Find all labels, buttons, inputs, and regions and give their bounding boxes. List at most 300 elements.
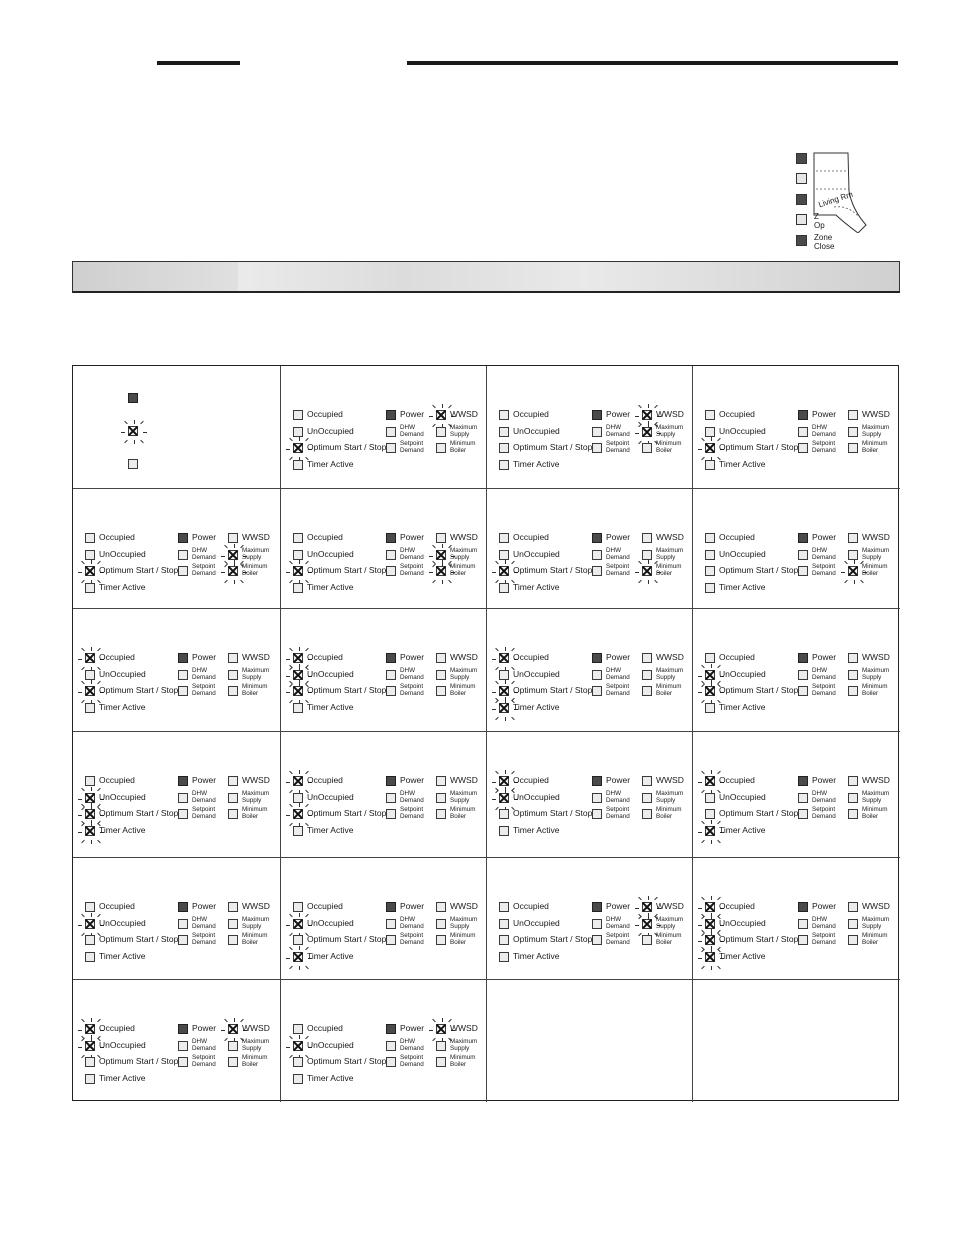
empty-indicator-icon (499, 809, 509, 819)
indicator-label-power: Power (192, 532, 217, 542)
flashing-indicator-icon (293, 952, 303, 962)
flash-ray-icon (638, 561, 642, 565)
indicator-label-minimum-boiler-line-1: Minimum (862, 563, 888, 570)
grid-cell (693, 732, 900, 858)
indicator-label-optimum-start-stop: Optimum Start / Stop (307, 1056, 387, 1066)
flashing-indicator-icon (85, 809, 95, 819)
indicator-label-dhw-demand-line-2: Demand (812, 430, 836, 438)
flash-ray-icon (442, 560, 443, 564)
empty-indicator-icon (848, 653, 858, 663)
zone-partial-line-1: Z (814, 212, 819, 221)
indicator-label-minimum-boiler-line-2: Boiler (656, 569, 673, 577)
flash-ray-icon (289, 648, 293, 652)
indicator-label-setpoint-demand-line-2: Demand (812, 812, 836, 820)
indicator-label-minimum-boiler-line-2: Boiler (656, 446, 673, 454)
empty-indicator-icon (798, 793, 808, 803)
indicator-label-dhw-demand-line-2: Demand (400, 673, 424, 681)
indicator-label-maximum-supply-line-1: Maximum (450, 790, 478, 797)
empty-indicator-icon (436, 653, 446, 663)
flash-ray-icon (844, 561, 848, 565)
indicator-panel (499, 522, 695, 602)
indicator-label-unoccupied: UnOccupied (513, 549, 560, 559)
flash-ray-icon (305, 1036, 309, 1040)
flash-ray-icon (224, 545, 228, 549)
indicator-label-maximum-supply-line-2: Supply (450, 796, 470, 804)
indicator-label-wwsd: WWSD (862, 409, 890, 419)
grid-cell (487, 489, 693, 609)
flash-ray-icon (97, 681, 101, 685)
flash-ray-icon (299, 946, 300, 950)
zone-partial-line-2: Op (814, 221, 825, 230)
grid-cell (487, 609, 693, 732)
indicator-label-wwsd: WWSD (656, 775, 684, 785)
indicator-label-setpoint-demand-line-2: Demand (192, 938, 216, 946)
empty-indicator-icon (848, 809, 858, 819)
indicator-label-unoccupied: UnOccupied (307, 426, 354, 436)
flash-ray-icon (701, 840, 705, 844)
indicator-label-setpoint-demand-line-1: Setpoint (400, 932, 424, 939)
indicator-label-unoccupied: UnOccupied (307, 792, 354, 802)
flashing-indicator-icon (85, 686, 95, 696)
indicator-label-timer-active: Timer Active (513, 951, 560, 961)
empty-indicator-icon (848, 550, 858, 560)
indicator-label-dhw-demand-line-2: Demand (400, 553, 424, 561)
empty-indicator-icon (85, 776, 95, 786)
flash-ray-icon (698, 692, 702, 693)
empty-indicator-icon (705, 793, 715, 803)
indicator-label-timer-active: Timer Active (719, 702, 766, 712)
empty-indicator-icon (293, 533, 303, 543)
empty-indicator-icon (293, 583, 303, 593)
indicator-label-power: Power (812, 901, 837, 911)
empty-indicator-icon (642, 686, 652, 696)
indicator-label-dhw-demand-line-1: DHW (812, 790, 828, 797)
flash-ray-icon (448, 1019, 452, 1023)
solid-indicator-icon (178, 776, 188, 786)
indicator-label-occupied: Occupied (719, 775, 755, 785)
indicator-label-minimum-boiler-line-2: Boiler (242, 689, 259, 697)
indicator-label-wwsd: WWSD (656, 532, 684, 542)
flash-ray-icon (429, 556, 433, 557)
indicator-label-wwsd: WWSD (242, 532, 270, 542)
flash-ray-icon (299, 664, 300, 668)
indicator-label-minimum-boiler-line-1: Minimum (450, 563, 476, 570)
grid-cell (487, 366, 693, 489)
flashing-indicator-icon (293, 809, 303, 819)
flashing-indicator-icon (499, 566, 509, 576)
empty-indicator-icon (705, 583, 715, 593)
flash-ray-icon (711, 929, 712, 933)
indicator-label-timer-active: Timer Active (719, 825, 766, 835)
indicator-label-setpoint-demand-line-2: Demand (606, 812, 630, 820)
flash-ray-icon (289, 681, 293, 685)
indicator-label-optimum-start-stop: Optimum Start / Stop (99, 1056, 179, 1066)
indicator-label-occupied: Occupied (307, 532, 343, 542)
indicator-label-optimum-start-stop: Optimum Start / Stop (307, 565, 387, 575)
indicator-label-dhw-demand-line-2: Demand (812, 796, 836, 804)
grid-cell (693, 980, 900, 1102)
indicator-label-power: Power (606, 532, 631, 542)
empty-indicator-icon (293, 550, 303, 560)
indicator-label-minimum-boiler-line-2: Boiler (450, 689, 467, 697)
flash-ray-icon (286, 692, 290, 693)
empty-indicator-icon (228, 533, 238, 543)
indicator-label-optimum-start-stop: Optimum Start / Stop (513, 685, 593, 695)
empty-indicator-icon (592, 935, 602, 945)
flash-ray-icon (224, 1019, 228, 1023)
indicator-label-power: Power (400, 1023, 425, 1033)
empty-indicator-icon (85, 670, 95, 680)
indicator-label-dhw-demand-line-1: DHW (400, 916, 416, 923)
flash-ray-icon (492, 799, 496, 800)
indicator-label-setpoint-demand-line-1: Setpoint (606, 806, 630, 813)
indicator-label-occupied: Occupied (99, 652, 135, 662)
indicator-label-occupied: Occupied (513, 532, 549, 542)
flash-ray-icon (717, 681, 721, 685)
indicator-label-timer-active: Timer Active (307, 702, 354, 712)
indicator-label-unoccupied: UnOccupied (513, 918, 560, 928)
grid-cell (281, 980, 487, 1102)
indicator-label-dhw-demand-line-1: DHW (400, 667, 416, 674)
empty-indicator-icon (642, 443, 652, 453)
indicator-label-maximum-supply-line-2: Supply (450, 1044, 470, 1052)
flash-ray-icon (97, 1019, 101, 1023)
indicator-label-power: Power (606, 409, 631, 419)
indicator-label-minimum-boiler-line-1: Minimum (450, 683, 476, 690)
flash-ray-icon (854, 560, 855, 564)
indicator-label-wwsd: WWSD (450, 532, 478, 542)
indicator-label-power: Power (400, 409, 425, 419)
indicator-label-unoccupied: UnOccupied (99, 1040, 146, 1050)
header-rule-left (157, 61, 240, 65)
flash-ray-icon (648, 896, 649, 900)
indicator-label-dhw-demand-line-1: DHW (192, 547, 208, 554)
empty-indicator-icon (436, 919, 446, 929)
indicator-label-setpoint-demand-line-2: Demand (606, 569, 630, 577)
empty-indicator-icon (436, 809, 446, 819)
indicator-label-minimum-boiler-line-2: Boiler (242, 938, 259, 946)
flash-ray-icon (495, 681, 499, 685)
indicator-label-setpoint-demand-line-2: Demand (400, 812, 424, 820)
indicator-panel (499, 642, 695, 722)
flashing-indicator-icon (705, 919, 715, 929)
indicator-label-unoccupied: UnOccupied (307, 918, 354, 928)
indicator-label-power: Power (192, 901, 217, 911)
flashing-indicator-icon (436, 566, 446, 576)
empty-indicator-icon (386, 793, 396, 803)
flash-ray-icon (717, 438, 721, 442)
flashing-indicator-icon (228, 550, 238, 560)
indicator-label-minimum-boiler-line-1: Minimum (862, 440, 888, 447)
indicator-label-optimum-start-stop: Optimum Start / Stop (307, 685, 387, 695)
flashing-indicator-icon (705, 443, 715, 453)
flash-ray-icon (286, 815, 290, 816)
indicator-label-timer-active: Timer Active (307, 1073, 354, 1083)
indicator-label-occupied: Occupied (719, 901, 755, 911)
indicator-label-unoccupied: UnOccupied (99, 792, 146, 802)
indicator-label-maximum-supply-line-2: Supply (862, 553, 882, 561)
empty-indicator-icon (642, 550, 652, 560)
flash-ray-icon (286, 572, 290, 573)
indicator-label-dhw-demand-line-1: DHW (192, 667, 208, 674)
indicator-label-dhw-demand-line-2: Demand (400, 796, 424, 804)
flash-ray-icon (221, 572, 225, 573)
empty-indicator-icon (386, 443, 396, 453)
flash-ray-icon (844, 580, 848, 584)
empty-indicator-icon (386, 686, 396, 696)
flash-ray-icon (511, 648, 515, 652)
flash-ray-icon (698, 782, 702, 783)
empty-indicator-icon (178, 1041, 188, 1051)
flash-ray-icon (221, 556, 225, 557)
empty-indicator-icon (85, 1074, 95, 1084)
flash-ray-icon (305, 561, 309, 565)
indicator-label-power: Power (606, 775, 631, 785)
indicator-label-occupied: Occupied (307, 409, 343, 419)
indicator-label-occupied: Occupied (99, 775, 135, 785)
flash-ray-icon (701, 821, 705, 825)
empty-indicator-icon (798, 935, 808, 945)
flash-ray-icon (221, 1030, 225, 1031)
indicator-label-unoccupied: UnOccupied (719, 918, 766, 928)
empty-indicator-icon (705, 427, 715, 437)
indicator-label-maximum-supply-line-1: Maximum (450, 667, 478, 674)
empty-indicator-icon (228, 935, 238, 945)
indicator-label-dhw-demand-line-2: Demand (192, 796, 216, 804)
empty-indicator-icon (798, 443, 808, 453)
solid-indicator-icon (592, 776, 602, 786)
indicator-label-minimum-boiler-line-2: Boiler (450, 812, 467, 820)
indicator-label-power: Power (192, 775, 217, 785)
indicator-label-dhw-demand-line-2: Demand (812, 553, 836, 561)
indicator-label-setpoint-demand-line-1: Setpoint (192, 563, 216, 570)
flash-ray-icon (635, 433, 639, 434)
flash-ray-icon (78, 832, 82, 833)
indicator-label-optimum-start-stop: Optimum Start / Stop (307, 442, 387, 452)
empty-indicator-icon (85, 935, 95, 945)
indicator-label-dhw-demand-line-2: Demand (606, 673, 630, 681)
empty-indicator-icon (228, 809, 238, 819)
flash-ray-icon (78, 659, 82, 660)
flashing-indicator-icon (642, 410, 652, 420)
indicator-label-power: Power (606, 652, 631, 662)
indicator-label-dhw-demand-line-2: Demand (400, 922, 424, 930)
flash-ray-icon (78, 572, 82, 573)
flash-ray-icon (442, 1018, 443, 1022)
indicator-label-timer-active: Timer Active (719, 459, 766, 469)
flash-ray-icon (511, 561, 515, 565)
flash-ray-icon (97, 840, 101, 844)
empty-indicator-icon (798, 919, 808, 929)
flashing-indicator-icon (85, 653, 95, 663)
flashing-indicator-icon (293, 443, 303, 453)
grid-cell (73, 489, 281, 609)
flashing-indicator-icon (499, 703, 509, 713)
solid-indicator-icon (386, 653, 396, 663)
indicator-panel (499, 399, 695, 479)
flash-ray-icon (505, 697, 506, 701)
indicator-label-setpoint-demand-line-1: Setpoint (400, 806, 424, 813)
flashing-indicator-icon (705, 952, 715, 962)
indicator-label-maximum-supply-line-2: Supply (450, 553, 470, 561)
flash-ray-icon (91, 680, 92, 684)
indicator-label-minimum-boiler-line-2: Boiler (242, 812, 259, 820)
indicator-label-unoccupied: UnOccupied (99, 669, 146, 679)
indicator-label-maximum-supply-line-2: Supply (862, 922, 882, 930)
flash-ray-icon (124, 421, 128, 425)
flash-ray-icon (717, 930, 721, 934)
solid-indicator-icon (178, 1024, 188, 1034)
indicator-panel (499, 891, 695, 971)
flash-ray-icon (432, 405, 436, 409)
flash-ray-icon (289, 1036, 293, 1040)
flash-ray-icon (635, 572, 639, 573)
indicator-label-minimum-boiler-line-2: Boiler (450, 938, 467, 946)
grid-cell (281, 732, 487, 858)
empty-indicator-icon (848, 670, 858, 680)
flash-ray-icon (299, 770, 300, 774)
indicator-panel (85, 1013, 281, 1093)
indicator-label-optimum-start-stop: Optimum Start / Stop (719, 565, 799, 575)
flash-ray-icon (97, 788, 101, 792)
flash-ray-icon (638, 405, 642, 409)
zone-indicator-on-icon (796, 194, 807, 205)
flash-ray-icon (711, 680, 712, 684)
indicator-label-maximum-supply-line-2: Supply (656, 796, 676, 804)
grid-cell (693, 609, 900, 732)
empty-indicator-icon (293, 703, 303, 713)
flashing-indicator-icon (85, 566, 95, 576)
flashing-indicator-icon (85, 793, 95, 803)
flashing-square-icon (128, 426, 138, 436)
empty-indicator-icon (705, 703, 715, 713)
empty-indicator-icon (705, 566, 715, 576)
flash-ray-icon (305, 914, 309, 918)
flash-ray-icon (286, 659, 290, 660)
indicator-label-occupied: Occupied (719, 409, 755, 419)
empty-indicator-icon (85, 902, 95, 912)
indicator-label-dhw-demand-line-1: DHW (192, 790, 208, 797)
indicator-label-maximum-supply-line-1: Maximum (862, 424, 890, 431)
empty-indicator-icon (436, 1057, 446, 1067)
indicator-label-setpoint-demand-line-2: Demand (812, 446, 836, 454)
flash-ray-icon (97, 648, 101, 652)
indicator-label-setpoint-demand-line-1: Setpoint (400, 440, 424, 447)
indicator-grid (72, 365, 899, 1101)
indicator-label-maximum-supply-line-2: Supply (242, 922, 262, 930)
flash-ray-icon (711, 437, 712, 441)
indicator-label-wwsd: WWSD (862, 901, 890, 911)
indicator-label-dhw-demand-line-2: Demand (606, 553, 630, 561)
flash-ray-icon (505, 647, 506, 651)
indicator-label-maximum-supply-line-1: Maximum (242, 547, 270, 554)
indicator-label-optimum-start-stop: Optimum Start / Stop (307, 808, 387, 818)
indicator-label-unoccupied: UnOccupied (99, 549, 146, 559)
empty-indicator-icon (642, 809, 652, 819)
flash-ray-icon (81, 788, 85, 792)
indicator-label-dhw-demand-line-1: DHW (812, 916, 828, 923)
empty-indicator-icon (848, 410, 858, 420)
indicator-label-minimum-boiler-line-1: Minimum (242, 932, 268, 939)
flashing-indicator-icon (293, 653, 303, 663)
flash-ray-icon (442, 544, 443, 548)
indicator-label-power: Power (606, 901, 631, 911)
indicator-label-maximum-supply-line-1: Maximum (862, 790, 890, 797)
indicator-label-setpoint-demand-line-2: Demand (400, 938, 424, 946)
indicator-panel (705, 522, 901, 602)
flashing-indicator-icon (85, 919, 95, 929)
flash-ray-icon (234, 560, 235, 564)
flash-ray-icon (91, 803, 92, 807)
flash-ray-icon (701, 438, 705, 442)
indicator-label-timer-active: Timer Active (99, 951, 146, 961)
indicator-label-maximum-supply-line-2: Supply (656, 922, 676, 930)
grid-cell (281, 366, 487, 489)
flashing-indicator-icon (705, 902, 715, 912)
grid-cell (487, 980, 693, 1102)
indicator-label-setpoint-demand-line-1: Setpoint (192, 683, 216, 690)
indicator-label-dhw-demand-line-2: Demand (192, 1044, 216, 1052)
indicator-label-optimum-start-stop: Optimum Start / Stop (307, 934, 387, 944)
indicator-label-dhw-demand-line-1: DHW (400, 1038, 416, 1045)
indicator-label-timer-active: Timer Active (719, 951, 766, 961)
empty-indicator-icon (499, 550, 509, 560)
indicator-label-unoccupied: UnOccupied (513, 792, 560, 802)
indicator-label-minimum-boiler-line-2: Boiler (450, 446, 467, 454)
flash-ray-icon (289, 804, 293, 808)
flash-ray-icon (711, 966, 712, 970)
empty-indicator-icon (499, 826, 509, 836)
indicator-label-maximum-supply-line-1: Maximum (450, 916, 478, 923)
indicator-label-wwsd: WWSD (450, 652, 478, 662)
flash-ray-icon (505, 717, 506, 721)
empty-indicator-icon (848, 443, 858, 453)
indicator-label-minimum-boiler-line-2: Boiler (862, 569, 879, 577)
indicator-label-setpoint-demand-line-1: Setpoint (812, 563, 836, 570)
indicator-panel (293, 891, 489, 971)
empty-indicator-icon (499, 460, 509, 470)
indicator-label-wwsd: WWSD (242, 901, 270, 911)
flash-ray-icon (854, 580, 855, 584)
flashing-indicator-icon (705, 776, 715, 786)
indicator-label-setpoint-demand-line-2: Demand (400, 569, 424, 577)
flash-ray-icon (448, 405, 452, 409)
indicator-label-minimum-boiler-line-2: Boiler (862, 446, 879, 454)
flash-ray-icon (648, 580, 649, 584)
grid-cell (281, 858, 487, 980)
indicator-label-maximum-supply-line-2: Supply (656, 430, 676, 438)
indicator-label-optimum-start-stop: Optimum Start / Stop (99, 565, 179, 575)
indicator-label-setpoint-demand-line-2: Demand (812, 689, 836, 697)
flash-ray-icon (81, 1019, 85, 1023)
indicator-panel (499, 765, 695, 845)
empty-indicator-icon (499, 410, 509, 420)
indicator-label-unoccupied: UnOccupied (307, 1040, 354, 1050)
flash-ray-icon (711, 820, 712, 824)
indicator-label-wwsd: WWSD (242, 1023, 270, 1033)
indicator-label-maximum-supply-line-1: Maximum (242, 667, 270, 674)
indicator-label-timer-active: Timer Active (307, 582, 354, 592)
indicator-panel (85, 522, 281, 602)
empty-indicator-icon (642, 776, 652, 786)
flash-ray-icon (78, 1047, 82, 1048)
indicator-label-maximum-supply-line-2: Supply (242, 1044, 262, 1052)
empty-indicator-icon (848, 793, 858, 803)
flash-ray-icon (91, 647, 92, 651)
indicator-label-maximum-supply-line-1: Maximum (242, 1038, 270, 1045)
indicator-label-maximum-supply-line-2: Supply (656, 673, 676, 681)
indicator-label-setpoint-demand-line-2: Demand (192, 1060, 216, 1068)
